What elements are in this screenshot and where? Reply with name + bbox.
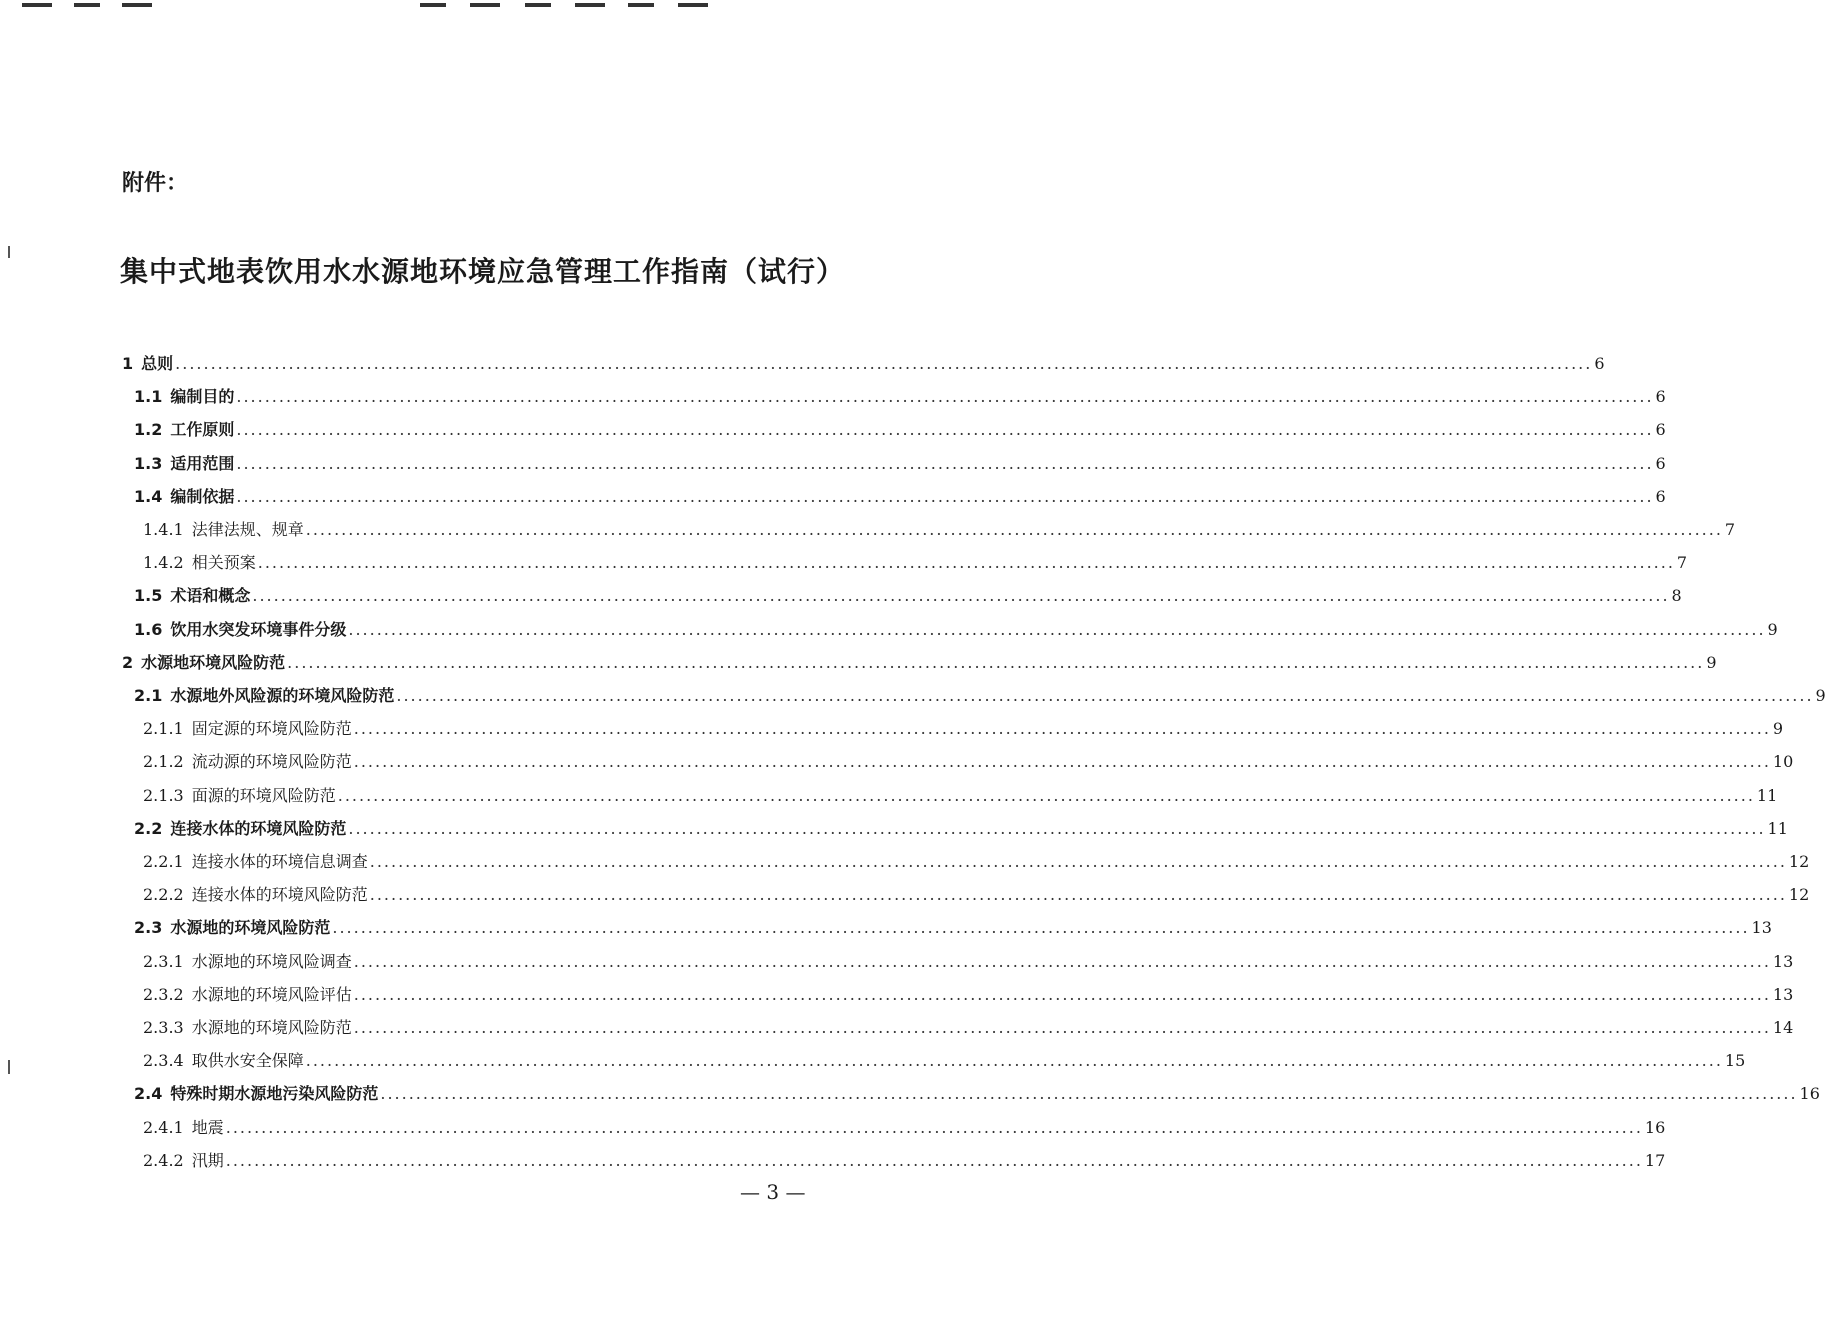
- toc-entry[interactable]: [134, 480, 1666, 513]
- toc-dot-leader: ........................................................................................................................................................................................................: [175, 354, 1593, 373]
- toc-entry-title: 水源地的环境风险防范: [170, 918, 331, 938]
- toc-page-number: 12: [1788, 852, 1810, 871]
- toc-entry-label: [143, 945, 352, 978]
- toc-page-number: 6: [1594, 354, 1605, 373]
- toc-page-number: 16: [1644, 1117, 1666, 1137]
- toc-entry-number: 2.1.1: [143, 719, 184, 739]
- toc-page-number: 9: [1706, 652, 1717, 672]
- toc-entry-title: 地震: [191, 1117, 224, 1137]
- toc-dot-leader: ........................................................................................................................................................................................................: [396, 686, 1814, 705]
- toc-page-number: 6: [1655, 420, 1666, 440]
- toc-entry-title: 固定源的环境风险防范: [191, 719, 352, 739]
- toc-entry-label: [143, 1044, 304, 1077]
- toc-page-number: 13: [1751, 918, 1772, 938]
- page-number: — 3 —: [740, 1180, 806, 1204]
- toc-entry-label: [143, 1111, 224, 1144]
- toc-entry-title: 编制目的: [170, 387, 235, 407]
- toc-entry-label: [143, 745, 352, 778]
- toc-entry[interactable]: [143, 1144, 1666, 1177]
- toc-entry-title: 水源地外风险源的环境风险防范: [170, 686, 395, 705]
- toc-entry-number: 1.1: [134, 387, 163, 407]
- toc-entry-title: 水源地的环境风险调查: [191, 951, 352, 971]
- toc-entry-label: [143, 845, 368, 878]
- toc-entry[interactable]: [143, 845, 1810, 878]
- toc-entry[interactable]: [122, 347, 1605, 380]
- toc-entry-number: 1.4.1: [143, 520, 184, 539]
- toc-entry-number: 2.4.1: [143, 1117, 184, 1137]
- toc-dot-leader: ........................................................................................................................................................................................................: [257, 553, 1675, 573]
- toc-dot-leader: ........................................................................................................................................................................................................: [287, 652, 1705, 672]
- toc-entry-label: [143, 712, 352, 745]
- toc-entry[interactable]: [134, 380, 1666, 413]
- toc-dot-leader: ........................................................................................................................................................................................................: [353, 752, 1771, 772]
- toc-dot-leader: ........................................................................................................................................................................................................: [236, 387, 1654, 407]
- toc-dot-leader: ........................................................................................................................................................................................................: [305, 520, 1723, 539]
- toc-entry-number: 2.1.3: [143, 785, 184, 805]
- toc-entry-number: 2.1.2: [143, 752, 184, 772]
- toc-entry-number: 2.4: [134, 1084, 163, 1104]
- toc-entry-title: 工作原则: [170, 420, 235, 440]
- toc-entry-label: [143, 779, 336, 812]
- toc-page-number: 10: [1772, 752, 1794, 772]
- toc-page-number: 17: [1644, 1150, 1666, 1170]
- attachment-label: 附件：: [122, 171, 189, 196]
- toc-entry-number: 1: [122, 354, 134, 373]
- toc-entry-number: 2.3.1: [143, 951, 184, 971]
- toc-entry[interactable]: [143, 945, 1794, 978]
- toc-entry-label: [122, 646, 285, 679]
- toc-entry-title: 法律法规、规章: [191, 520, 304, 539]
- toc-entry-title: 连接水体的环境风险防范: [170, 818, 347, 838]
- toc-entry-number: 2.2.2: [143, 885, 184, 905]
- toc-entry[interactable]: [134, 1077, 1820, 1110]
- toc-dot-leader: ........................................................................................................................................................................................................: [225, 1150, 1643, 1170]
- toc-page-number: 11: [1756, 785, 1778, 805]
- toc-entry-title: 面源的环境风险防范: [191, 785, 336, 805]
- margin-mark: [8, 1060, 10, 1074]
- toc-entry[interactable]: [143, 546, 1688, 579]
- toc-entry-title: 水源地的环境风险防范: [191, 1018, 352, 1037]
- toc-page-number: 6: [1655, 453, 1666, 473]
- toc-entry-number: 2.2: [134, 818, 163, 838]
- toc-dot-leader: ........................................................................................................................................................................................................: [353, 719, 1771, 739]
- toc-entry-number: 1.4.2: [143, 553, 184, 573]
- toc-dot-leader: ........................................................................................................................................................................................................: [348, 818, 1766, 838]
- toc-dot-leader: ........................................................................................................................................................................................................: [348, 619, 1766, 639]
- toc-entry-label: [134, 447, 234, 480]
- toc-entry-label: [143, 878, 368, 911]
- toc-entry-label: [134, 911, 330, 944]
- toc-entry-label: [134, 812, 346, 845]
- toc-entry-title: 总则: [141, 354, 174, 373]
- toc-dot-leader: ........................................................................................................................................................................................................: [225, 1117, 1643, 1137]
- toc-dot-leader: ........................................................................................................................................................................................................: [353, 1018, 1771, 1037]
- toc-entry-label: [143, 978, 352, 1011]
- toc-dot-leader: ........................................................................................................................................................................................................: [236, 420, 1654, 440]
- toc-entry-number: 1.2: [134, 420, 163, 440]
- toc-entry-title: 取供水安全保障: [191, 1051, 304, 1071]
- toc-dot-leader: ........................................................................................................................................................................................................: [252, 586, 1670, 606]
- toc-page-number: 7: [1724, 520, 1736, 539]
- toc-page-number: 9: [1772, 719, 1784, 739]
- toc-entry[interactable]: [143, 712, 1784, 745]
- toc-entry-title: 饮用水突发环境事件分级: [170, 619, 347, 639]
- toc-entry-label: [143, 513, 304, 546]
- toc-dot-leader: ........................................................................................................................................................................................................: [236, 453, 1654, 473]
- toc-page-number: 11: [1767, 818, 1788, 838]
- toc-page-number: 15: [1724, 1051, 1746, 1071]
- toc-entry-number: 1.5: [134, 586, 163, 606]
- toc-entry-label: [143, 546, 256, 579]
- toc-entry-title: 编制依据: [170, 486, 235, 506]
- toc-entry-label: [134, 613, 346, 646]
- toc-entry-number: 1.3: [134, 453, 163, 473]
- toc-entry-title: 术语和概念: [170, 586, 251, 606]
- toc-dot-leader: ........................................................................................................................................................................................................: [369, 885, 1787, 905]
- toc-page-number: 7: [1676, 553, 1688, 573]
- toc-entry[interactable]: [143, 513, 1736, 546]
- toc-dot-leader: ........................................................................................................................................................................................................: [369, 852, 1787, 871]
- toc-entry[interactable]: [143, 779, 1778, 812]
- toc-entry-number: 2.3.3: [143, 1018, 184, 1037]
- toc-entry-title: 适用范围: [170, 453, 235, 473]
- toc-dot-leader: ........................................................................................................................................................................................................: [353, 951, 1771, 971]
- toc-entry[interactable]: [143, 745, 1794, 778]
- toc-entry[interactable]: [134, 911, 1772, 944]
- toc-entry[interactable]: [134, 679, 1826, 712]
- toc-entry-label: [143, 1144, 224, 1177]
- toc-entry-number: 2.4.2: [143, 1150, 184, 1170]
- toc-page-number: 13: [1772, 951, 1794, 971]
- toc-entry[interactable]: [134, 579, 1682, 612]
- toc-entry-number: 2.3.2: [143, 984, 184, 1004]
- toc-page-number: 13: [1772, 984, 1794, 1004]
- toc-entry[interactable]: [143, 878, 1810, 911]
- toc-entry[interactable]: [143, 1111, 1666, 1144]
- toc-entry[interactable]: [134, 447, 1666, 480]
- toc-entry-title: 特殊时期水源地污染风险防范: [170, 1084, 379, 1104]
- toc-entry[interactable]: [134, 413, 1666, 446]
- toc-entry-label: [134, 579, 250, 612]
- toc-entry-number: 1.4: [134, 486, 163, 506]
- toc-page-number: 9: [1767, 619, 1778, 639]
- toc-dot-leader: ........................................................................................................................................................................................................: [380, 1084, 1798, 1104]
- toc-entry-number: 1.6: [134, 619, 163, 639]
- toc-entry-number: 2.1: [134, 686, 163, 705]
- toc-entry-label: [134, 380, 234, 413]
- toc-entry[interactable]: [143, 1044, 1746, 1077]
- toc-entry-label: [143, 1011, 352, 1044]
- toc-entry-title: 水源地的环境风险评估: [191, 984, 352, 1004]
- toc-entry-label: [134, 413, 234, 446]
- toc-dot-leader: ........................................................................................................................................................................................................: [236, 486, 1654, 506]
- toc-dot-leader: ........................................................................................................................................................................................................: [353, 984, 1771, 1004]
- toc-entry-title: 流动源的环境风险防范: [191, 752, 352, 772]
- toc-entry-title: 汛期: [191, 1150, 224, 1170]
- toc-entry-title: 连接水体的环境信息调查: [191, 852, 368, 871]
- toc-page-number: 9: [1815, 686, 1826, 705]
- toc-entry-label: [122, 347, 173, 380]
- toc-entry[interactable]: [134, 812, 1788, 845]
- toc-entry-label: [134, 1077, 378, 1110]
- toc-entry[interactable]: [143, 1011, 1794, 1044]
- toc-entry-title: 相关预案: [191, 553, 256, 573]
- toc-page-number: 14: [1772, 1018, 1794, 1037]
- toc-page-number: 6: [1655, 486, 1666, 506]
- toc-entry[interactable]: [122, 646, 1717, 679]
- top-edge-marks: [0, 0, 950, 12]
- toc-entry-label: [134, 679, 394, 712]
- toc-entry[interactable]: [134, 613, 1778, 646]
- document-title: 集中式地表饮用水水源地环境应急管理工作指南（试行）: [120, 255, 846, 288]
- toc-dot-leader: ........................................................................................................................................................................................................: [332, 918, 1750, 938]
- toc-entry-title: 连接水体的环境风险防范: [191, 885, 368, 905]
- toc-entry-number: 2: [122, 652, 134, 672]
- toc-entry-label: [134, 480, 234, 513]
- toc-entry-number: 2.2.1: [143, 852, 184, 871]
- toc-entry-number: 2.3.4: [143, 1051, 184, 1071]
- toc-page-number: 16: [1799, 1084, 1820, 1104]
- toc-page-number: 6: [1655, 387, 1666, 407]
- margin-mark: [8, 246, 10, 258]
- toc-entry-title: 水源地环境风险防范: [141, 652, 286, 672]
- toc-page-number: 8: [1671, 586, 1682, 606]
- toc-entry-number: 2.3: [134, 918, 163, 938]
- toc-dot-leader: ........................................................................................................................................................................................................: [337, 785, 1755, 805]
- toc-entry[interactable]: [143, 978, 1794, 1011]
- toc-page-number: 12: [1788, 885, 1810, 905]
- toc-dot-leader: ........................................................................................................................................................................................................: [305, 1051, 1723, 1071]
